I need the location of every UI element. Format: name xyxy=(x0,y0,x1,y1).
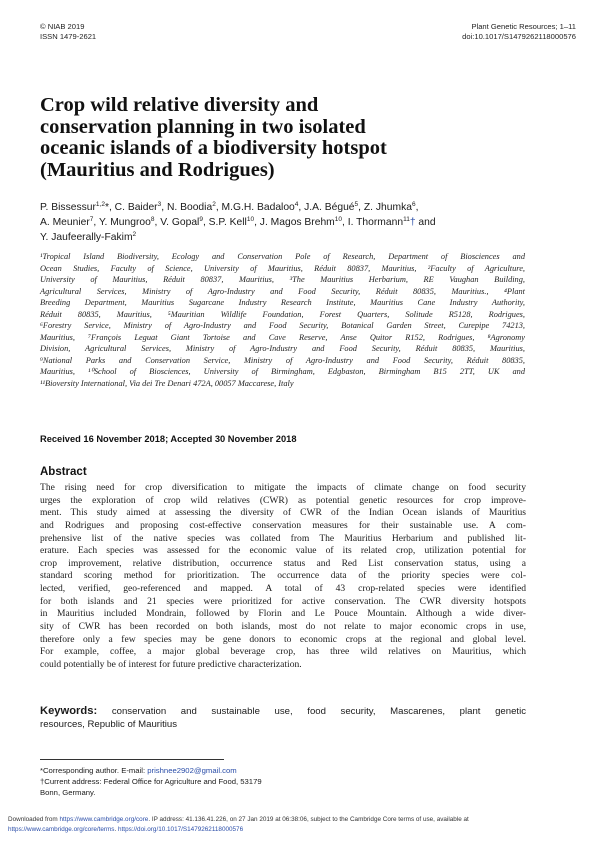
affiliation-ref: 10 xyxy=(246,216,255,224)
affiliation-ref: 2 xyxy=(132,231,137,239)
affiliation-ref: 4 xyxy=(294,201,299,208)
abstract-line: urges the exploration of crop wild relatives (CWR) as potential genetic resources for crop improve- xyxy=(40,494,526,506)
cambridge-core-link[interactable]: https://www.cambridge.org/core xyxy=(59,816,149,823)
affiliations xyxy=(40,251,525,389)
affiliation-line: University of Mauritius, Réduit 80837, Mauritius, ³The Mauritius Herbarium, RE Vaughan Building, xyxy=(40,275,525,284)
author-line xyxy=(40,230,555,245)
doi-link[interactable]: https://doi.org/10.1017/S1479262118000576 xyxy=(118,826,244,834)
author-name: , S.P. Kell xyxy=(202,217,247,229)
affiliation-line: Agricultural Services, Ministry of Agro-Industry and Food Security, Réduit 80835, Mauritius., ⁴Plant xyxy=(40,286,525,296)
affiliation-ref: 10 xyxy=(334,216,342,224)
affiliation-line: Ocean Studies, Faculty of Science, University of Mauritius, Réduit 80837, Mauritius, ²Faculty of Agriculture, xyxy=(40,263,525,273)
abstract-line: could potentially be of interest for future predictive characterization. xyxy=(40,658,302,670)
keywords-label: Keywords: xyxy=(40,705,98,717)
abstract-line: lected, verified, geo-referenced and mapped. A total of 43 crop-related species were identified xyxy=(40,583,526,594)
footnote-text: Bonn, Germany. xyxy=(40,787,96,797)
download-text: . xyxy=(114,826,119,834)
separator: and xyxy=(415,217,436,229)
terms-link[interactable]: https://www.cambridge.org/core/terms xyxy=(8,826,115,834)
abstract-line: prehensive list of the native species was collated from The Mauritius Herbarium and published lit- xyxy=(40,532,526,544)
abstract-line: for both islands and 21 species were prioritized for active conservation. The CWR diversity hotspots xyxy=(40,595,526,607)
email-link[interactable]: prishnee2902@gmail.com xyxy=(147,766,237,775)
author-name: , Z. Jhumka xyxy=(358,202,412,213)
affiliation-ref: 6 xyxy=(411,201,416,208)
abstract-line: ment. This study aimed at assessing the diversity of CWR of the Indian Ocean islands of Mauritius xyxy=(40,507,526,519)
affiliation-ref: 1,2 xyxy=(95,201,105,208)
affiliation-line: ¹¹Bioversity International, Via dei Tre Denari 472A, 00057 Maccarese, Italy xyxy=(40,378,294,388)
author-name: , M.G.H. Badaloo xyxy=(215,202,295,213)
author-name: , V. Gopal xyxy=(154,217,200,229)
affiliation-ref: 8 xyxy=(150,216,155,224)
affiliation-line: ⁹National Parks and Conservation Service, Ministry of Agro-Industry and Food Security, Réduit 80835, xyxy=(40,355,525,365)
footnote-text: †Current address: Federal Office for Agriculture and Food, 53179 xyxy=(40,777,262,786)
affiliation-line: Division, Agricultural Services, Ministry of Agro-Industry and Food Security, Réduit 80835, Mauritius, xyxy=(40,344,525,353)
copyright-line: © NIAB 2019 xyxy=(40,22,85,31)
affiliation-line: Mauritius, ¹⁰School of Biosciences, University of Birmingham, Edgbaston, Birmingham B15 2TT, UK and xyxy=(40,367,525,376)
author-list xyxy=(40,200,555,246)
issn-line: ISSN 1479-2621 xyxy=(40,32,97,41)
abstract-line: therefore only a few species may be gene donors to economic crops at the regional and global level. xyxy=(40,633,526,645)
title-line: conservation planning in two isolated xyxy=(40,115,366,138)
affiliation-ref: 9 xyxy=(199,216,203,224)
keywords-text: conservation and sustainable use, food security, Mascarenes, plant genetic xyxy=(111,706,527,717)
affiliation-ref: 11 xyxy=(403,216,410,224)
keywords-line: resources, Republic of Mauritius xyxy=(40,719,178,730)
affiliation-line: ⁶Forestry Service, Ministry of Agro-Industry and Food Security, Botanical Garden Street, Curepipe 74213, xyxy=(40,321,525,330)
abstract-line: in Mauritius included Mondrain, followed by Florin and Le Pouce Mountain. Although a wide diver- xyxy=(40,608,526,620)
footnote-text: *Corresponding author. E-mail: xyxy=(40,766,148,775)
author-name: Y. Jaufeerally-Fakim xyxy=(40,232,133,244)
current-address-note xyxy=(40,777,340,799)
separator: , xyxy=(415,202,419,213)
author-name: , J. Magos Brehm xyxy=(254,217,335,229)
abstract-line: erature. Each species was assessed for the economic value of its related crop, utilization potential for xyxy=(40,545,526,557)
journal-citation: Plant Genetic Resources; 1–11 xyxy=(471,22,576,31)
author-line xyxy=(40,215,555,230)
download-line xyxy=(8,825,469,835)
article-title xyxy=(40,95,540,181)
keywords xyxy=(40,705,526,731)
affiliation-line: ¹Tropical Island Biodiversity, Ecology and Conservation Pole of Research, Department of Biosciences and xyxy=(40,252,525,261)
author-name: , Y. Mungroo xyxy=(93,217,151,229)
author-name: , I. Thormann xyxy=(342,217,404,229)
abstract-line: crop improvement, relative distribution, occurrence status and Red List conservation status, using a xyxy=(40,557,526,569)
journal-header-right xyxy=(462,22,576,42)
download-text: Downloaded from xyxy=(8,816,60,823)
received-accepted-dates: Received 16 November 2018; Accepted 30 November 2018 xyxy=(40,434,297,444)
affiliation-ref: 3 xyxy=(157,201,162,208)
affiliation-ref: 2 xyxy=(212,201,216,208)
title-line: Crop wild relative diversity and xyxy=(40,94,319,116)
doi-line: doi:10.1017/S1479262118000576 xyxy=(462,32,576,41)
author-name: , J.A. Bégué xyxy=(298,202,355,213)
affiliation-ref: 5 xyxy=(354,201,359,208)
download-notice xyxy=(8,815,469,836)
abstract-line: For example, coffee, a major global beverage crop, has three wild relatives on Mauritius, which xyxy=(40,646,526,658)
affiliation-ref: 7 xyxy=(89,216,94,224)
author-name: , N. Boodia xyxy=(161,202,213,213)
corresponding-author-note xyxy=(40,766,237,777)
download-line xyxy=(8,815,469,825)
journal-header-left xyxy=(40,22,96,42)
dagger-footnote-link[interactable]: † xyxy=(409,217,416,229)
affiliation-line: Breeding Department, Mauritius Sugarcane Industry Research Institute, Mauritius Cane Industry Authority, xyxy=(40,298,525,307)
download-text: . IP address: 41.136.41.226, on 27 Jan 2019 at 06:38:06, subject to the Cambridge Core terms of use, available at xyxy=(148,816,469,823)
title-line: (Mauritius and Rodrigues) xyxy=(40,158,275,181)
affiliation-line: Réduit 80835, Mauritius, ⁵Mauritian Wildlife Foundation, Forest Quarters, Solitude R5128, Rodrigues, xyxy=(40,309,525,319)
abstract-line: standard scoring method for prioritization. The occurrence data of the priority species were col- xyxy=(40,570,526,582)
abstract-body xyxy=(40,482,526,671)
footnote-divider xyxy=(40,759,224,760)
abstract-line: sity of CWR has been recorded on both islands, most do not relate to major economic crops in use, xyxy=(40,620,526,632)
affiliation-line: Mauritius, ⁷François Leguat Giant Tortoise and Cave Reserve, Anse Quitor R152, Rodrigues, ⁸Agronomy xyxy=(40,332,525,342)
author-line xyxy=(40,200,555,215)
author-name: A. Meunier xyxy=(40,217,90,229)
author-name: P. Bissessur xyxy=(40,202,96,213)
abstract-line: and Rodrigues and proposing cost-effective conservation measures for their sustainable use. A com- xyxy=(40,519,526,531)
title-line: oceanic islands of a biodiversity hotspot xyxy=(40,137,387,159)
author-name: *, C. Baider xyxy=(104,202,158,213)
keywords-line xyxy=(40,705,526,718)
abstract-heading: Abstract xyxy=(40,466,87,478)
abstract-line: The rising need for crop diversification to mitigate the impacts of climate change on food security xyxy=(40,482,526,493)
